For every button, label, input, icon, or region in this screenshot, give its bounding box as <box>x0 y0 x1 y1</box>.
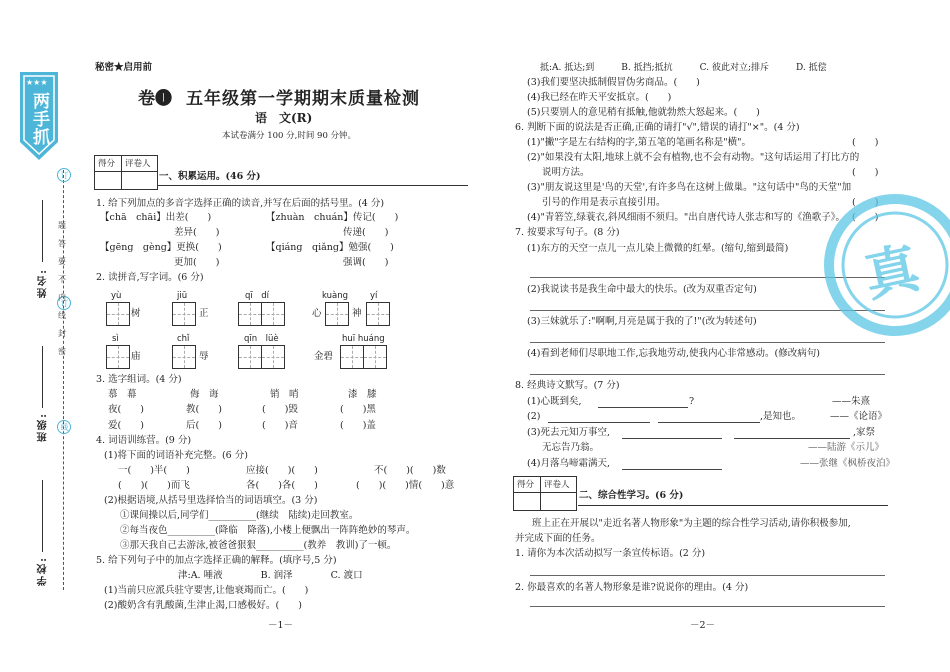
section-1-title: 一、积累运用。(46 分) <box>159 171 261 182</box>
school-line[interactable] <box>42 480 43 552</box>
q4-item: 不( )( )数 <box>374 465 446 476</box>
q6-item: (2)"如果没有太阳,地球上就不会有植物,也不会有动物。"这句话运用了打比方的 <box>527 152 860 163</box>
write-box[interactable] <box>172 345 196 369</box>
name-label: 姓名: <box>38 268 49 298</box>
q4-item: ( )( )情( )意 <box>356 480 455 491</box>
q5-sentence: (2)酸奶含有乳酸菌,生津止渴,口感极好。( ) <box>104 600 302 611</box>
q4-item: 一( )半( ) <box>118 465 190 476</box>
q8-item: (2) <box>527 411 541 422</box>
q7-item: (4)看到老师们尽职地工作,忘我地劳动,使我内心非常感动。(修改病句) <box>527 348 820 359</box>
q4-stem: 4. 词语训练营。(9 分) <box>96 435 192 446</box>
q8-mark: ? <box>689 396 695 407</box>
q8-text: ,是知也。 <box>760 411 802 422</box>
logo-text: 两手抓 <box>29 92 49 146</box>
seal-char: 内 <box>58 293 66 302</box>
grader-label: 评卷人 <box>544 480 570 490</box>
pinyin: jiū <box>177 291 188 301</box>
q5-stem: 5. 给下列句子中的加点字选择正确的解释。(填序号,5 分) <box>96 555 337 566</box>
write-box[interactable] <box>238 302 262 326</box>
blank[interactable] <box>598 407 688 408</box>
blank[interactable] <box>622 469 722 470</box>
score-label: 得分 <box>98 159 116 169</box>
q8-item: (4)月落乌啼霜满天, <box>527 458 610 469</box>
q4-sub: (1)将下面的词语补充完整。(6 分) <box>104 450 248 461</box>
write-box[interactable] <box>325 302 349 326</box>
seal-char: 密 <box>58 347 66 356</box>
section-2-title: 二、综合性学习。(6 分) <box>579 490 684 501</box>
q2-char: 金碧 <box>314 351 334 362</box>
section-1-rule <box>158 185 468 186</box>
q3-item: ( )音 <box>262 420 298 431</box>
q4-sub: (2)根据语境,从括号里选择恰当的词语填空。(3 分) <box>104 495 318 506</box>
seal-char: 不 <box>58 275 66 284</box>
logo-badge <box>16 70 62 162</box>
watermark-stamp <box>820 190 950 340</box>
page-number-1: －1－ <box>268 620 294 631</box>
q1-item: 【gēng gèng】更换( ) <box>100 242 222 253</box>
answer-line[interactable] <box>530 374 885 375</box>
q2-char: 神 <box>352 308 362 319</box>
q6-item: (1)"撇"字是左右结构的字,第五笔的笔画名称是"横"。 <box>527 137 751 148</box>
q1-item: 【zhuàn chuán】传记( ) <box>266 212 399 223</box>
q6-paren: ( ) <box>852 167 879 178</box>
write-box[interactable] <box>261 345 285 369</box>
q5-sentence: (4)我已经在昨天平安抵京。( ) <box>527 92 672 103</box>
write-box[interactable] <box>340 345 364 369</box>
q2-char: 辱 <box>199 351 209 362</box>
score-label: 得分 <box>517 480 535 490</box>
blank[interactable] <box>734 438 850 439</box>
answer-line[interactable] <box>530 575 885 576</box>
section-2-rule <box>578 505 888 506</box>
seal-char: 题 <box>58 221 66 230</box>
pinyin: qīn lüè <box>244 334 279 344</box>
q8-author: ——陆游《示儿》 <box>808 442 885 453</box>
q3-stem: 3. 选字组词。(4 分) <box>96 374 182 385</box>
pinyin: chǐ <box>177 334 190 344</box>
q8-text: ,家祭 <box>853 427 876 438</box>
q4-item: 应接( )( ) <box>246 465 318 476</box>
answer-line[interactable] <box>530 606 885 607</box>
q6-item: 引号的作用是表示直接引用。 <box>542 197 666 208</box>
q4-item: 各( )各( ) <box>246 480 318 491</box>
q1-item: 差异( ) <box>174 227 220 238</box>
q1-item: 【chā chāi】出差( ) <box>100 212 212 223</box>
q3-head: 漆 膝 <box>348 389 377 400</box>
q1-stem: 1. 给下列加点的多音字选择正确的读音,并写在后面的括号里。(4 分) <box>96 198 385 209</box>
q3-item: ( )黑 <box>340 404 376 415</box>
blank[interactable] <box>622 438 722 439</box>
name-line[interactable] <box>42 200 43 262</box>
answer-line[interactable] <box>530 342 885 343</box>
q4-sentence: ③那天我自己去游泳,被爸爸狠狠__________(教养 教训)了一顿。 <box>120 540 397 551</box>
seal-char: 答 <box>58 239 66 248</box>
section-2-q1: 1. 请你为本次活动拟写一条宣传标语。(2 分) <box>515 548 706 559</box>
q1-item: 传递( ) <box>343 227 389 238</box>
write-box[interactable] <box>172 302 196 326</box>
q3-item: ( )盖 <box>340 420 376 431</box>
exam-info: 本试卷满分 100 分,时间 90 分钟。 <box>222 131 357 141</box>
q5-sentence: (5)只要别人的意见稍有抵触,他就勃然大怒起来。( ) <box>527 107 760 118</box>
grader-label: 评卷人 <box>125 159 151 169</box>
q8-stem: 8. 经典诗文默写。(7 分) <box>515 380 620 391</box>
q1-item: 强调( ) <box>343 257 389 268</box>
q3-head: 侮 诲 <box>190 389 219 400</box>
q1-item: 更加( ) <box>174 257 220 268</box>
q2-char: 心 <box>312 308 322 319</box>
q6-item: (3)"朋友说这里是'鸟的天堂',有许多鸟在这树上做巢。"这句话中"鸟的天堂"加 <box>527 182 852 193</box>
q3-item: 教( ) <box>186 404 222 415</box>
pinyin: huī huáng <box>342 334 385 344</box>
q8-item: (3)死去元知万事空, <box>527 427 610 438</box>
q7-item: (3)三妹就乐了:"啊啊,月亮是属于我的了!"(改为转述句) <box>527 316 757 327</box>
class-label: 班级: <box>38 412 49 442</box>
secret-label: 秘密★启用前 <box>95 62 153 73</box>
page-title: 五年级第一学期期末质量检测 <box>186 89 420 109</box>
q5-sentence: (3)我们要坚决抵制假冒伪劣商品。( ) <box>527 77 700 88</box>
q6-paren: ( ) <box>852 197 879 208</box>
blank[interactable] <box>548 422 650 423</box>
page-number-2: －2－ <box>690 620 716 631</box>
write-box[interactable] <box>366 302 390 326</box>
q6-stem: 6. 判断下面的说法是否正确,正确的请打"√",错误的请打"×"。(4 分) <box>515 122 800 133</box>
q4-item: ( )( )而飞 <box>118 480 190 491</box>
q3-item: 夜( ) <box>108 404 144 415</box>
subject-title: 语 文(R) <box>255 111 313 125</box>
section-2-q2: 2. 你最喜欢的名著人物形象是谁?说说你的理由。(4 分) <box>515 582 749 593</box>
q7-item: (1)东方的天空一点儿一点儿染上微微的红晕。(缩句,缩到最简) <box>527 243 789 254</box>
class-line[interactable] <box>42 346 43 408</box>
write-box[interactable] <box>106 345 130 369</box>
q3-item: 后( ) <box>186 420 222 431</box>
seal-chars <box>58 220 70 364</box>
q2-char: 庙 <box>131 351 141 362</box>
q2-char: 树 <box>131 308 141 319</box>
section-2-intro: 班上正在开展以"走近名著人物形象"为主题的综合性学习活动,请你积极参加, <box>532 518 851 529</box>
q3-item: 爱( ) <box>108 420 144 431</box>
pinyin: qī dí <box>245 291 270 301</box>
q8-author: ——《论语》 <box>830 411 888 422</box>
pinyin: yí <box>370 291 378 301</box>
q8-author: ——张继《枫桥夜泊》 <box>800 458 896 469</box>
q3-item: ( )毁 <box>262 404 298 415</box>
seal-char: 线 <box>58 311 66 320</box>
school-label: 学校: <box>38 556 49 586</box>
q2-stem: 2. 读拼音,写字词。(6 分) <box>96 272 204 283</box>
write-box[interactable] <box>363 345 387 369</box>
score-table <box>94 155 158 190</box>
q6-paren: ( ) <box>852 137 879 148</box>
q6-item: (4)"青箬笠,绿蓑衣,斜风细雨不须归。"出自唐代诗人张志和写的《渔歌子》。 <box>527 212 845 223</box>
q8-author: ——朱熹 <box>832 396 871 407</box>
write-box[interactable] <box>261 302 285 326</box>
q3-head: 销 哨 <box>270 389 299 400</box>
q5-options-2: 抵:A. 抵达;到 B. 抵挡;抵抗 C. 彼此对立;排斥 D. 抵偿 <box>540 63 827 73</box>
seal-char: 要 <box>58 257 66 266</box>
blank[interactable] <box>658 422 760 423</box>
seal-char: 封 <box>58 329 66 338</box>
seal-circle-c: 线 <box>57 420 71 434</box>
score-table <box>513 476 577 511</box>
q7-item: (2)我说读书是我生命中最大的快乐。(改为双重否定句) <box>527 284 757 295</box>
stamp-char: 真 <box>858 235 925 309</box>
seal-circle-a: 订 <box>57 168 71 182</box>
q8-item: (1)心既到矣, <box>527 396 582 407</box>
q4-sentence: ②每当夜色__________(降临 降落),小楼上便飘出一阵阵绝妙的琴声。 <box>120 525 416 536</box>
q8-text: 无忘告乃翁。 <box>542 442 600 453</box>
q5-sentence: (1)当前只应派兵驻守要害,让他衰竭而亡。( ) <box>104 585 309 596</box>
q6-item: 说明方法。 <box>542 167 590 178</box>
q7-stem: 7. 按要求写句子。(8 分) <box>515 227 620 238</box>
section-2-intro: 并完成下面的任务。 <box>515 533 601 544</box>
q4-sentence: ①课间操以后,同学们__________(继续 陆续)走回教室。 <box>120 510 359 521</box>
write-box[interactable] <box>238 345 262 369</box>
logo-stars: ★★★ <box>26 78 48 87</box>
seal-circle-b: 订 <box>57 296 71 310</box>
q2-char: 正 <box>199 308 209 319</box>
pinyin: sì <box>112 334 119 344</box>
q6-paren: ( ) <box>852 212 879 223</box>
pinyin: yù <box>111 291 122 301</box>
paper-number: 卷❶ <box>138 89 172 109</box>
pinyin: kuàng <box>322 291 349 301</box>
write-box[interactable] <box>106 302 130 326</box>
q5-options: 津:A. 唾液 B. 润泽 C. 渡口 <box>178 570 363 581</box>
q1-item: 【qiáng qiǎng】勉强( ) <box>266 242 394 253</box>
q3-head: 慕 幕 <box>108 389 137 400</box>
